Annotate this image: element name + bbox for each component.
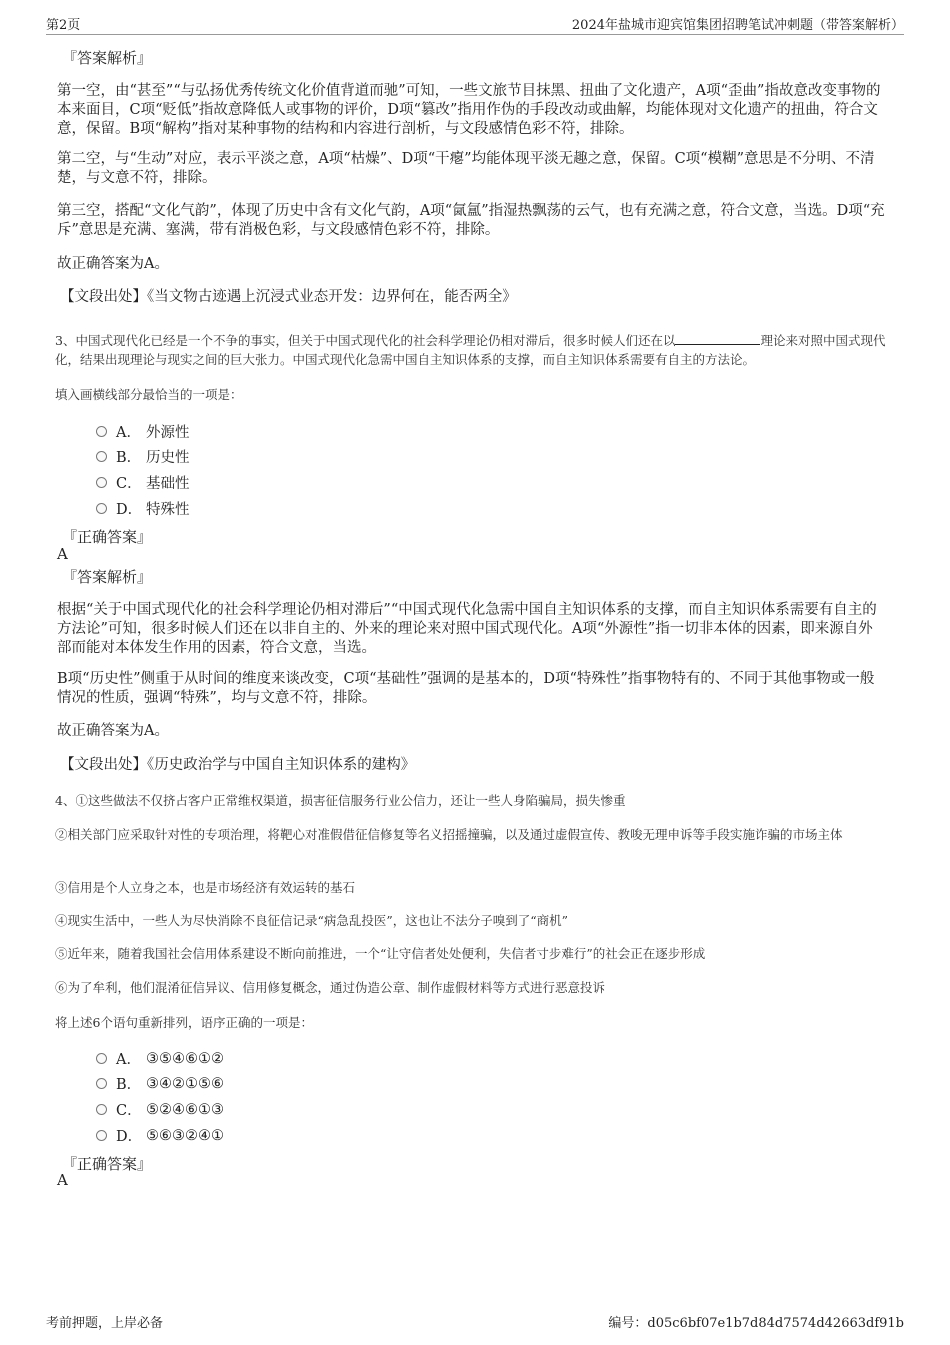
answer-label: 『正确答案』 [62,1155,153,1173]
sentence: ②相关部门应采取针对性的专项治理，将靶心对准假借征信修复等名义招摇撞骗，以及通过虚假宣传、教唆无理申诉等手段实施诈骗的市场主体 [55,827,843,842]
radio-icon[interactable] [96,1130,107,1141]
source-citation: 【文段出处】《历史政治学与中国自主知识体系的建构》 [60,757,416,773]
radio-icon[interactable] [96,451,107,462]
conclusion: 故正确答案为A。 [57,723,169,739]
radio-icon[interactable] [96,1104,107,1115]
option-c[interactable]: C． 基础性 [96,472,190,493]
document-title: 2024年盐城市迎宾馆集团招聘笔试冲刺题（带答案解析） [571,18,904,33]
document-id: 编号：d05c6bf07e1b7d84d7574d42663df91b [608,1316,904,1331]
option-a[interactable]: A． 外源性 [96,421,190,442]
option-a[interactable]: A． ③⑤④⑥①② [96,1048,224,1069]
conclusion: 故正确答案为A。 [57,256,169,272]
option-d[interactable]: D． ⑤⑥③②④① [96,1125,224,1146]
sentence: 4、①这些做法不仅挤占客户正常维权渠道，损害征信服务行业公信力，还让一些人身陷骗局，损失惨重 [55,793,626,808]
sentence: ⑥为了牟利，他们混淆征信异议、信用修复概念，通过伪造公章、制作虚假材料等方式进行恶意投诉 [55,980,606,995]
analysis-paragraph: 第三空，搭配“文化气韵”，体现了历史中含有文化气韵，A项“氤氲”指湿热飘荡的云气，也有充满之意，符合文意，当选。D项“充斥”意思是充满、塞满，带有消极色彩，与文段感情色彩不符，排除。 [57,203,885,238]
radio-icon[interactable] [96,1078,107,1089]
answer-value: A [57,545,68,563]
radio-icon[interactable] [96,1053,107,1064]
radio-icon[interactable] [96,477,107,488]
answer-value: A [57,1171,68,1189]
fill-blank [675,332,760,345]
analysis-paragraph: 根据“关于中国式现代化的社会科学理论仍相对滞后”“中国式现代化急需中国自主知识体系的支撑，而自主知识体系需要有自主的方法论”可知，很多时候人们还在以非自主的、外来的理论来对照中国式现代化。A项“外源性”指一切非本体的因素，即来源自外部而能对本体发生作用的因素，符合文意，当选。 [57,602,877,656]
option-d[interactable]: D． 特殊性 [96,498,190,519]
source-citation: 【文段出处】《当文物古迹遇上沉浸式业态开发：边界何在，能否两全》 [60,289,517,305]
footer-slogan: 考前押题，上岸必备 [46,1316,164,1331]
answer-label: 『正确答案』 [62,528,153,546]
radio-icon[interactable] [96,426,107,437]
page-header [46,12,904,35]
analysis-paragraph: 第一空，由“甚至”“与弘扬优秀传统文化价值背道而驰”可知，一些文旅节目抹黑、扭曲了文化遗产，A项“歪曲”指故意改变事物的本来面目，C项“贬低”指故意降低人或事物的评价，D项“篡改”指用作伪的手段改动或曲解，均能体现对文化遗产的扭曲，符合文意，保留。B项“解构”指对某种事物的结构和内容进行剖析，与文段感情色彩不符，排除。 [57,83,881,137]
page-number: 第2页 [46,18,81,33]
option-b[interactable]: B． ③④②①⑤⑥ [96,1073,224,1094]
question-prompt: 将上述6个语句重新排列，语序正确的一项是： [55,1015,313,1030]
sentence: ③信用是个人立身之本，也是市场经济有效运转的基石 [55,880,356,895]
sentence: ⑤近年来，随着我国社会信用体系建设不断向前推进，一个“让守信者处处便利，失信者寸步难行”的社会正在逐步形成 [55,946,706,961]
analysis-paragraph: 第二空，与“生动”对应，表示平淡之意，A项“枯燥”、D项“干瘪”均能体现平淡无趣之意，保留。C项“模糊”意思是不分明、不清楚，与文意不符，排除。 [57,151,875,186]
analysis-label: 『答案解析』 [62,49,153,67]
analysis-paragraph: B项“历史性”侧重于从时间的维度来谈改变，C项“基础性”强调的是基本的，D项“特殊性”指事物特有的、不同于其他事物或一般情况的性质，强调“特殊”，均与文意不符，排除。 [57,671,875,706]
option-c[interactable]: C． ⑤②④⑥①③ [96,1099,224,1120]
analysis-label: 『答案解析』 [62,568,153,586]
question-stem: 3、中国式现代化已经是一个不争的事实，但关于中国式现代化的社会科学理论仍相对滞后，很多时候人们还在以 理论来对照中国式现代化，结果出现理论与现实之间的巨大张力。中国式现代化急需中国自主知识体系的支撑，而自主知识体系需要有自主的方法论。 [55,333,886,367]
option-b[interactable]: B． 历史性 [96,446,190,467]
question-prompt: 填入画横线部分最恰当的一项是： [55,387,243,402]
sentence: ④现实生活中，一些人为尽快消除不良征信记录“病急乱投医”，这也让不法分子嗅到了“商机” [55,913,569,928]
radio-icon[interactable] [96,503,107,514]
